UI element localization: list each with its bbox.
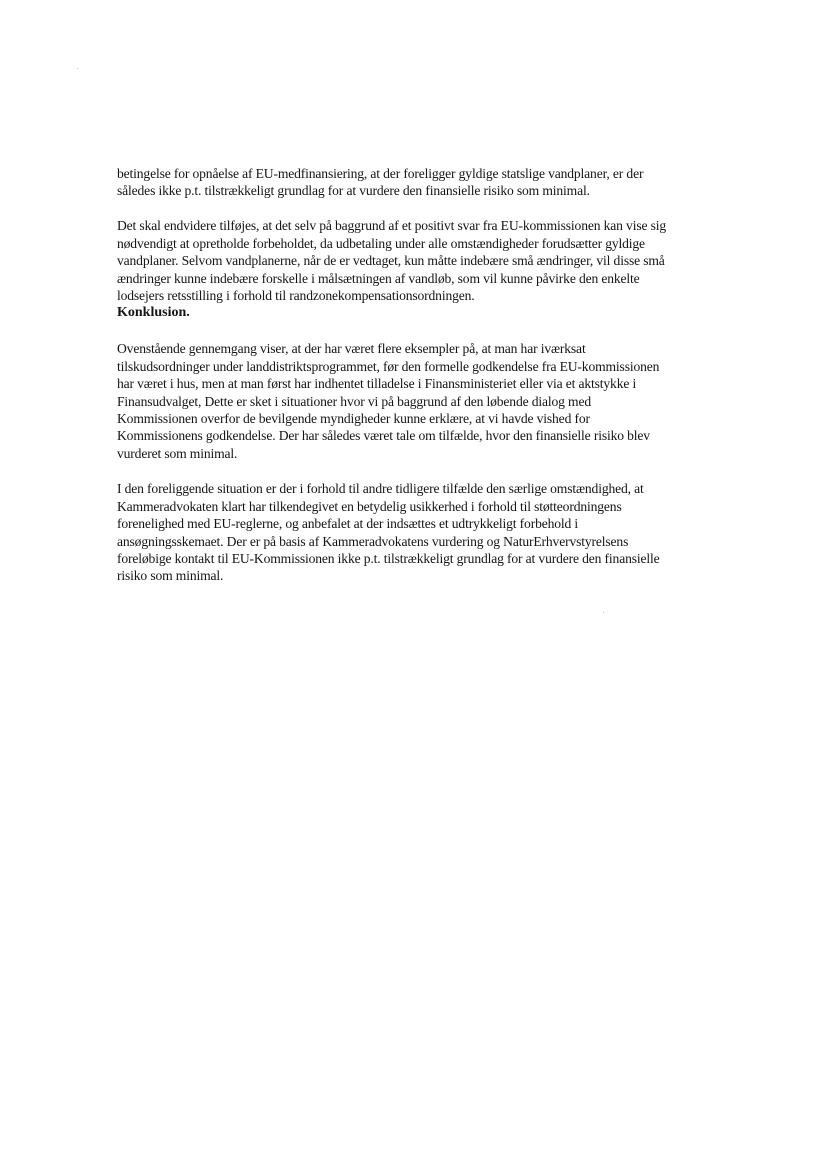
text-line: Finansudvalget, Dette er sket i situationer hvor vi på baggrund af den løbende dialog med [117, 393, 592, 409]
text-line: vurderet som minimal. [117, 445, 238, 461]
paragraph-1 [117, 165, 747, 200]
paragraph-2 [117, 217, 747, 304]
paragraph-4 [117, 480, 747, 584]
section-heading: Konklusion. [117, 305, 190, 321]
text-line: ansøgningsskemaet. Der er på basis af Kammeradvokatens vurdering og NaturErhvervstyrelsens [117, 533, 629, 549]
text-line: Kammeradvokaten klart har tilkendegivet en betydelig usikkerhed i forhold til støtteordningens [117, 498, 622, 514]
text-line: Ovenstående gennemgang viser, at der har været flere eksempler på, at man har iværksat [117, 341, 586, 357]
text-line: tilskudsordninger under landdistriktsprogrammet, før den formelle godkendelse fra EU-kommissionen [117, 358, 660, 374]
text-line: nødvendigt at opretholde forbeholdet, da udbetaling under alle omstændigheder forudsætter gyldige [117, 235, 645, 251]
text-line: Kommissionens godkendelse. Der har således været tale om tilfælde, hvor den finansielle risiko blev [117, 428, 650, 444]
text-line: Det skal endvidere tilføjes, at det selv på baggrund af et positivt svar fra EU-kommissionen kan vise sig [117, 218, 667, 234]
scan-speck [77, 68, 78, 69]
text-line: betingelse for opnåelse af EU-medfinansiering, at der foreligger gyldige statslige vandplaner, er der [117, 166, 644, 181]
text-line: lodsejers retsstilling i forhold til randzonekompensationsordningen. [117, 288, 475, 304]
text-line: Kommissionen overfor de bevilgende myndigheder kunne erklære, at vi havde vished for [117, 411, 590, 427]
text-line: vandplaner. Selvom vandplanerne, når de er vedtaget, kun måtte indebære små ændringer, vil disse små [117, 253, 665, 269]
text-line: risiko som minimal. [117, 568, 224, 584]
text-line: har været i hus, men at man først har indhentet tilladelse i Finansministeriet eller via et aktstykke i [117, 376, 637, 392]
text-line: således ikke p.t. tilstrækkeligt grundlag for at vurdere den finansielle risiko som minimal. [117, 183, 590, 199]
text-line: foreløbige kontakt til EU-Kommissionen ikke p.t. tilstrækkeligt grundlag for at vurdere den finansielle [117, 550, 660, 566]
text-line: forenelighed med EU-reglerne, og anbefalet at der indsættes et udtrykkeligt forbehold i [117, 516, 579, 532]
paragraph-3 [117, 340, 747, 462]
text-line: ændringer kunne indebære forskelle i målsætningen af vandløb, som vil kunne påvirke den enkelte [117, 270, 640, 286]
scan-speck [603, 612, 604, 613]
text-line: I den foreliggende situation er der i forhold til andre tidligere tilfælde den særlige omstændighed, at [117, 481, 644, 497]
document-body [117, 165, 747, 585]
